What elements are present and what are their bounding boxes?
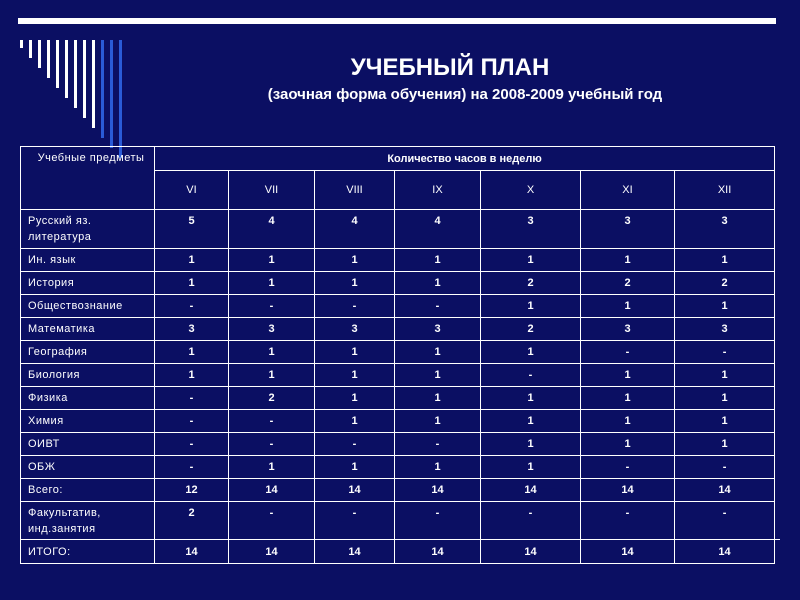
hours-cell: 14 <box>315 479 395 502</box>
hours-cell: 14 <box>481 479 581 502</box>
hours-cell: - <box>675 502 775 540</box>
hours-cell: 3 <box>155 318 229 341</box>
hours-cell: 3 <box>481 210 581 249</box>
hours-cell: 1 <box>315 410 395 433</box>
hours-cell: 1 <box>581 295 675 318</box>
table-row <box>21 210 775 249</box>
hours-cell: 1 <box>315 387 395 410</box>
hours-cell: 1 <box>675 249 775 272</box>
subject-cell: Всего: <box>21 479 155 502</box>
hours-cell: 5 <box>155 210 229 249</box>
hours-cell: 1 <box>229 364 315 387</box>
table-row <box>21 341 775 364</box>
subject-cell: Физика <box>21 387 155 410</box>
grade-header: X <box>481 171 581 210</box>
hours-cell: 1 <box>481 456 581 479</box>
table-row <box>21 249 775 272</box>
hours-cell: 14 <box>581 479 675 502</box>
hours-cell: 1 <box>315 364 395 387</box>
hours-cell: 1 <box>395 272 481 295</box>
decorative-bar <box>101 40 104 138</box>
hours-cell: 14 <box>155 540 229 564</box>
hours-cell: 1 <box>581 387 675 410</box>
hours-cell: - <box>481 364 581 387</box>
hours-cell: - <box>155 410 229 433</box>
hours-cell: 1 <box>481 295 581 318</box>
hours-cell: 1 <box>675 433 775 456</box>
grade-header: XII <box>675 171 775 210</box>
hours-cell: 1 <box>675 295 775 318</box>
hours-cell: - <box>229 433 315 456</box>
hours-cell: 12 <box>155 479 229 502</box>
hours-cell: 1 <box>675 410 775 433</box>
hours-cell: 2 <box>155 502 229 540</box>
hours-cell: 3 <box>675 318 775 341</box>
hours-cell: 1 <box>315 341 395 364</box>
hours-cell: - <box>481 502 581 540</box>
hours-cell: - <box>675 456 775 479</box>
decorative-bar <box>119 40 122 158</box>
hours-cell: 3 <box>315 318 395 341</box>
hours-cell: 14 <box>581 540 675 564</box>
hours-cell: 1 <box>155 249 229 272</box>
hours-cell: 14 <box>675 540 775 564</box>
hours-cell: 4 <box>315 210 395 249</box>
hours-cell: 14 <box>229 479 315 502</box>
hours-cell: 4 <box>229 210 315 249</box>
page-title: УЧЕБНЫЙ ПЛАН <box>350 54 550 81</box>
hours-cell: 2 <box>481 318 581 341</box>
hours-cell: 1 <box>395 341 481 364</box>
decorative-bar <box>83 40 86 118</box>
hours-cell: 3 <box>229 318 315 341</box>
hours-cell: 1 <box>155 272 229 295</box>
hours-cell: 1 <box>481 433 581 456</box>
hours-cell: 1 <box>155 341 229 364</box>
hours-cell: 1 <box>481 249 581 272</box>
hours-cell: 1 <box>395 387 481 410</box>
hours-cell: - <box>581 456 675 479</box>
subject-cell: Факультатив, инд.занятия <box>21 502 155 540</box>
grade-header: VII <box>229 171 315 210</box>
hours-cell: 1 <box>395 364 481 387</box>
hours-cell: 3 <box>581 318 675 341</box>
hours-cell: 1 <box>675 364 775 387</box>
decorative-bar <box>47 40 50 78</box>
table-row <box>21 387 775 410</box>
subject-cell: ОБЖ <box>21 456 155 479</box>
table-row <box>21 540 775 564</box>
hours-cell: 1 <box>395 249 481 272</box>
hours-cell: 1 <box>481 341 581 364</box>
hours-cell: 14 <box>229 540 315 564</box>
hours-cell: - <box>395 433 481 456</box>
hours-cell: 1 <box>675 387 775 410</box>
hours-cell: 1 <box>481 387 581 410</box>
subject-cell: История <box>21 272 155 295</box>
subject-cell: Обществознание <box>21 295 155 318</box>
decorative-bar <box>65 40 68 98</box>
hours-cell: - <box>229 502 315 540</box>
hours-cell: 1 <box>229 272 315 295</box>
hours-cell: 2 <box>481 272 581 295</box>
hours-cell: 1 <box>581 364 675 387</box>
hours-cell: - <box>315 295 395 318</box>
grade-header: VIII <box>315 171 395 210</box>
hours-cell: 1 <box>395 410 481 433</box>
hours-cell: - <box>315 433 395 456</box>
page-subtitle: (заочная форма обучения) на 2008-2009 учебный год <box>267 86 663 103</box>
hours-cell: 1 <box>315 249 395 272</box>
hours-cell: - <box>155 387 229 410</box>
hours-cell: - <box>581 502 675 540</box>
decorative-bar <box>56 40 59 88</box>
decorative-bar <box>74 40 77 108</box>
subjects-header: Учебные предметы <box>21 147 155 210</box>
hours-cell: - <box>155 295 229 318</box>
table-row <box>21 433 775 456</box>
hours-cell: - <box>581 341 675 364</box>
hours-cell: 3 <box>581 210 675 249</box>
table-row <box>21 410 775 433</box>
hours-cell: 4 <box>395 210 481 249</box>
stray-line <box>764 539 780 540</box>
hours-cell: - <box>155 433 229 456</box>
hours-cell: 1 <box>581 433 675 456</box>
decorative-bar <box>29 40 32 58</box>
subject-cell: Биология <box>21 364 155 387</box>
subject-cell: Химия <box>21 410 155 433</box>
hours-cell: 1 <box>481 410 581 433</box>
hours-cell: 14 <box>481 540 581 564</box>
hours-cell: 1 <box>315 272 395 295</box>
decorative-bar <box>20 40 23 48</box>
hours-cell: 1 <box>229 341 315 364</box>
decorative-bar <box>38 40 41 68</box>
decorative-bar <box>92 40 95 128</box>
hours-cell: 14 <box>395 479 481 502</box>
table-row <box>21 456 775 479</box>
hours-cell: 1 <box>315 456 395 479</box>
hours-cell: 14 <box>315 540 395 564</box>
hours-cell: 14 <box>395 540 481 564</box>
subject-cell: Математика <box>21 318 155 341</box>
subject-cell: География <box>21 341 155 364</box>
hours-cell: 1 <box>155 364 229 387</box>
decorative-bar <box>110 40 113 148</box>
hours-cell: - <box>395 295 481 318</box>
hours-cell: 14 <box>675 479 775 502</box>
table-row <box>21 272 775 295</box>
subject-cell: ОИВТ <box>21 433 155 456</box>
curriculum-table <box>20 146 775 564</box>
hours-cell: 1 <box>229 456 315 479</box>
hours-cell: - <box>315 502 395 540</box>
table-row <box>21 318 775 341</box>
hours-cell: - <box>675 341 775 364</box>
subject-cell: Ин. язык <box>21 249 155 272</box>
table-row <box>21 479 775 502</box>
hours-cell: 2 <box>581 272 675 295</box>
top-divider-line <box>18 18 776 24</box>
table-row <box>21 364 775 387</box>
hours-cell: - <box>229 295 315 318</box>
hours-cell: 1 <box>229 249 315 272</box>
hours-cell: - <box>395 502 481 540</box>
grade-header: IX <box>395 171 481 210</box>
grade-header: XI <box>581 171 675 210</box>
grade-header: VI <box>155 171 229 210</box>
hours-cell: 1 <box>581 249 675 272</box>
hours-cell: 2 <box>675 272 775 295</box>
table-row <box>21 295 775 318</box>
hours-cell: 1 <box>581 410 675 433</box>
table-row <box>21 502 775 540</box>
hours-cell: 2 <box>229 387 315 410</box>
hours-cell: - <box>229 410 315 433</box>
hours-cell: - <box>155 456 229 479</box>
subject-cell: Русский яз. литература <box>21 210 155 249</box>
hours-cell: 1 <box>395 456 481 479</box>
hours-cell: 3 <box>675 210 775 249</box>
subject-cell: ИТОГО: <box>21 540 155 564</box>
hours-cell: 3 <box>395 318 481 341</box>
hours-header: Количество часов в неделю <box>155 147 775 171</box>
